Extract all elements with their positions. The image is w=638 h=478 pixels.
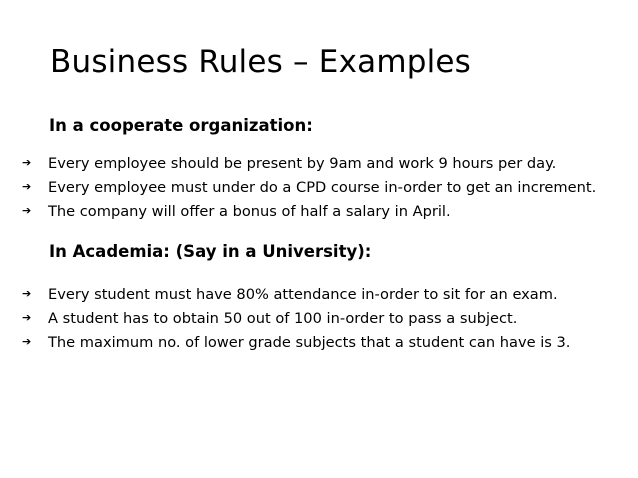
- bullet-text: A student has to obtain 50 out of 100 in-order to pass a subject.: [48, 310, 518, 327]
- slide-title: Business Rules – Examples: [50, 44, 472, 80]
- bullet-list-academia: [22, 286, 570, 358]
- right-arrow-icon: ➔: [22, 287, 32, 300]
- bullet-text: Every student must have 80% attendance in-order to sit for an exam.: [48, 286, 558, 303]
- section-heading-organization: In a cooperate organization:: [49, 116, 313, 135]
- bullet-text: Every employee must under do a CPD course in-order to get an increment.: [48, 179, 597, 196]
- bullet-text: The company will offer a bonus of half a salary in April.: [48, 203, 451, 220]
- right-arrow-icon: ➔: [22, 335, 32, 348]
- section-heading-academia: In Academia: (Say in a University):: [49, 242, 372, 261]
- bullet-text: The maximum no. of lower grade subjects that a student can have is 3.: [48, 334, 571, 351]
- right-arrow-icon: ➔: [22, 311, 32, 324]
- list-item: [22, 155, 596, 179]
- right-arrow-icon: ➔: [22, 180, 32, 193]
- list-item: [22, 310, 570, 334]
- bullet-list-organization: [22, 155, 596, 227]
- list-item: [22, 203, 596, 227]
- right-arrow-icon: ➔: [22, 156, 32, 169]
- right-arrow-icon: ➔: [22, 204, 32, 217]
- list-item: [22, 286, 570, 310]
- list-item: [22, 334, 570, 358]
- list-item: [22, 179, 596, 203]
- bullet-text: Every employee should be present by 9am and work 9 hours per day.: [48, 155, 557, 172]
